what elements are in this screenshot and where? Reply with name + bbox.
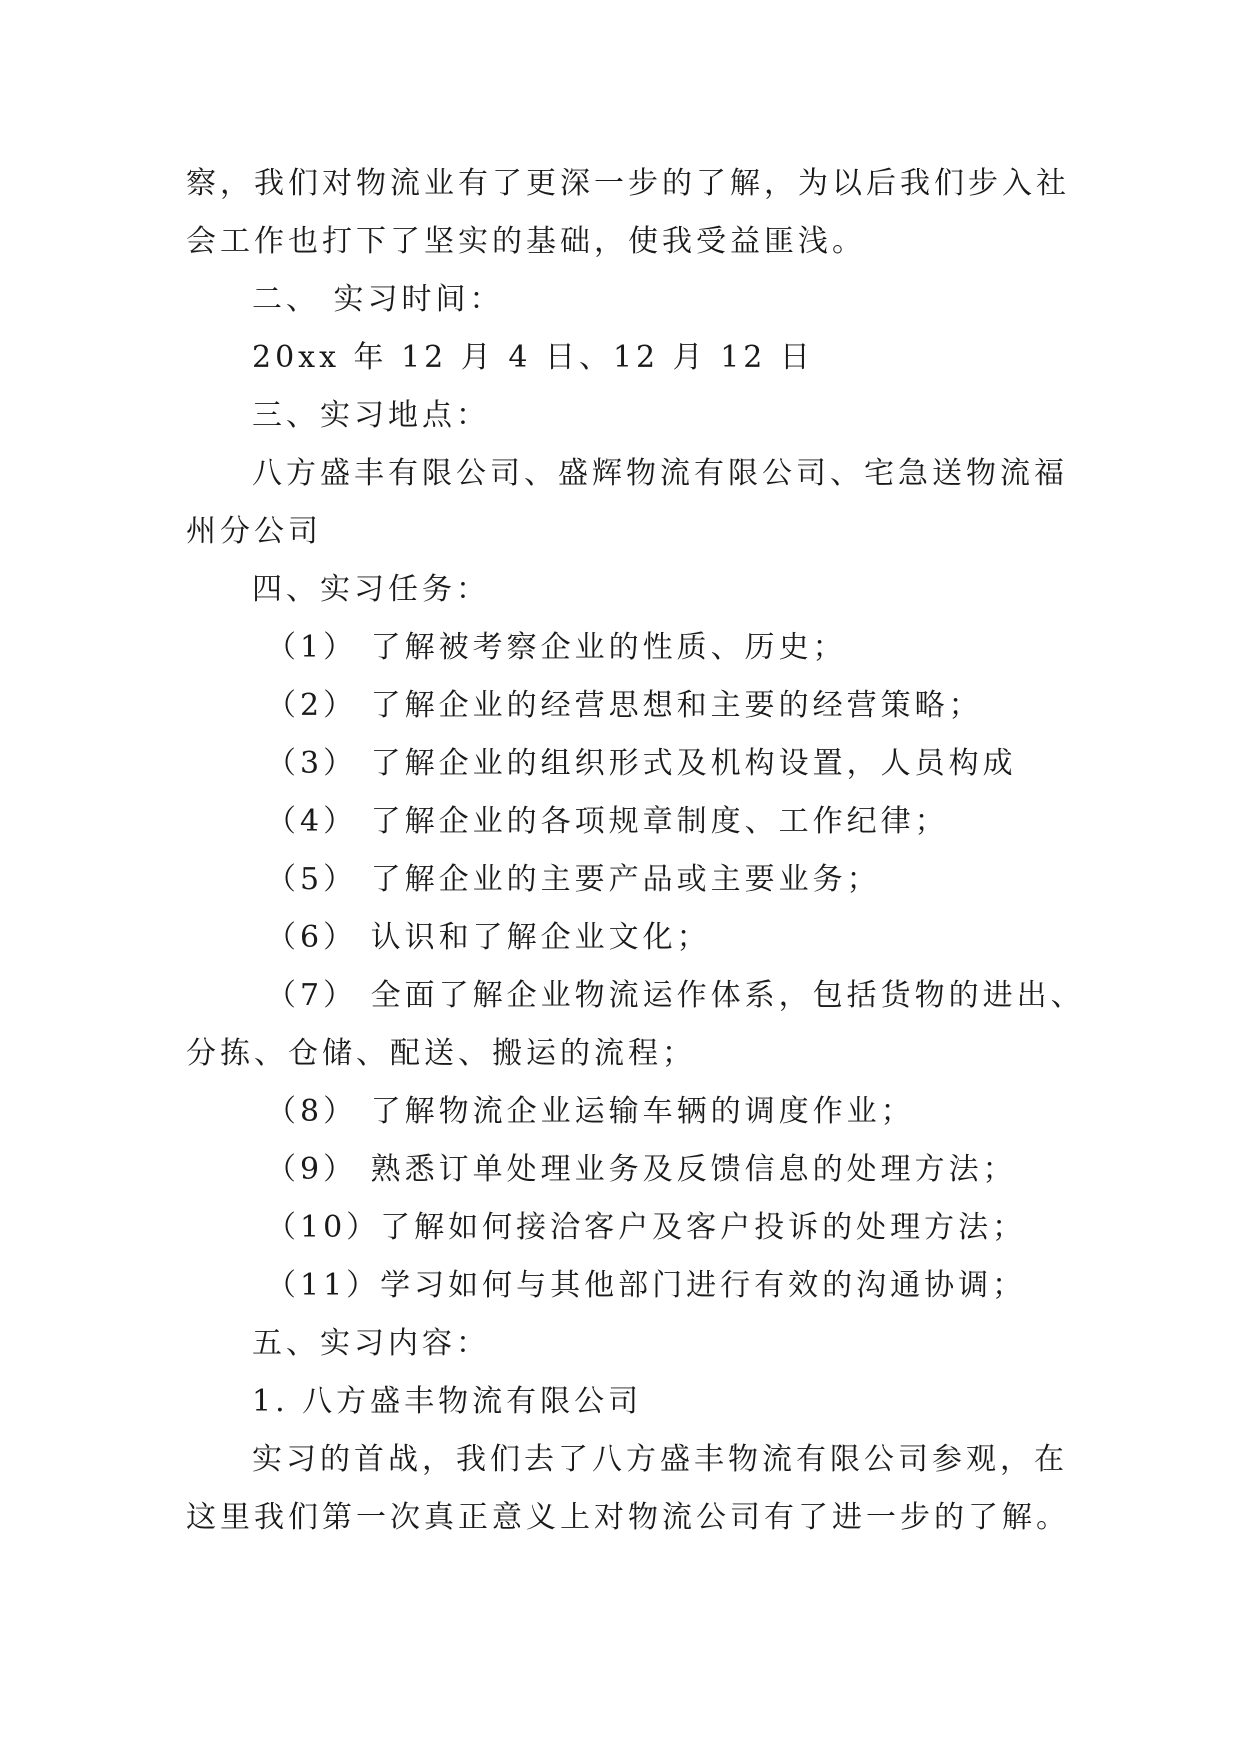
- paragraph-line: 这里我们第一次真正意义上对物流公司有了进一步的了解。: [186, 1500, 1070, 1535]
- list-item: （11）学习如何与其他部门进行有效的沟通协调；: [266, 1268, 1027, 1303]
- list-item: （9） 熟悉订单处理业务及反馈信息的处理方法；: [266, 1152, 1017, 1187]
- list-item: （2） 了解企业的经营思想和主要的经营策略；: [266, 688, 983, 723]
- paragraph-line: 20xx 年 12 月 4 日、12 月 12 日: [252, 340, 814, 375]
- list-item: （8） 了解物流企业运输车辆的调度作业；: [266, 1094, 915, 1129]
- document-body: [186, 155, 1085, 1547]
- list-item: （3） 了解企业的组织形式及机构设置，人员构成: [266, 746, 1017, 781]
- subsection-heading: 1. 八方盛丰物流有限公司: [252, 1384, 643, 1419]
- paragraph-line: 分拣、仓储、配送、搬运的流程；: [186, 1036, 696, 1071]
- paragraph-line: 实习的首战，我们去了八方盛丰物流有限公司参观，在: [252, 1442, 1068, 1477]
- list-item: （10）了解如何接洽客户及客户投诉的处理方法；: [266, 1210, 1027, 1245]
- section-heading: 四、实习任务：: [252, 572, 490, 607]
- paragraph-line: 八方盛丰有限公司、盛辉物流有限公司、宅急送物流福: [252, 456, 1068, 491]
- list-item: （1） 了解被考察企业的性质、历史；: [266, 630, 847, 665]
- list-item: （7） 全面了解企业物流运作体系，包括货物的进出、: [266, 978, 1085, 1013]
- paragraph-line: 会工作也打下了坚实的基础，使我受益匪浅。: [186, 224, 866, 259]
- list-item: （6） 认识和了解企业文化；: [266, 920, 711, 955]
- list-item: （5） 了解企业的主要产品或主要业务；: [266, 862, 881, 897]
- section-heading: 二、 实习时间：: [252, 282, 504, 317]
- list-item: （4） 了解企业的各项规章制度、工作纪律；: [266, 804, 949, 839]
- section-heading: 三、实习地点：: [252, 398, 490, 433]
- section-heading: 五、实习内容：: [252, 1326, 490, 1361]
- paragraph-line: 州分公司: [186, 514, 322, 549]
- paragraph-line: 察，我们对物流业有了更深一步的了解，为以后我们步入社: [186, 166, 1070, 201]
